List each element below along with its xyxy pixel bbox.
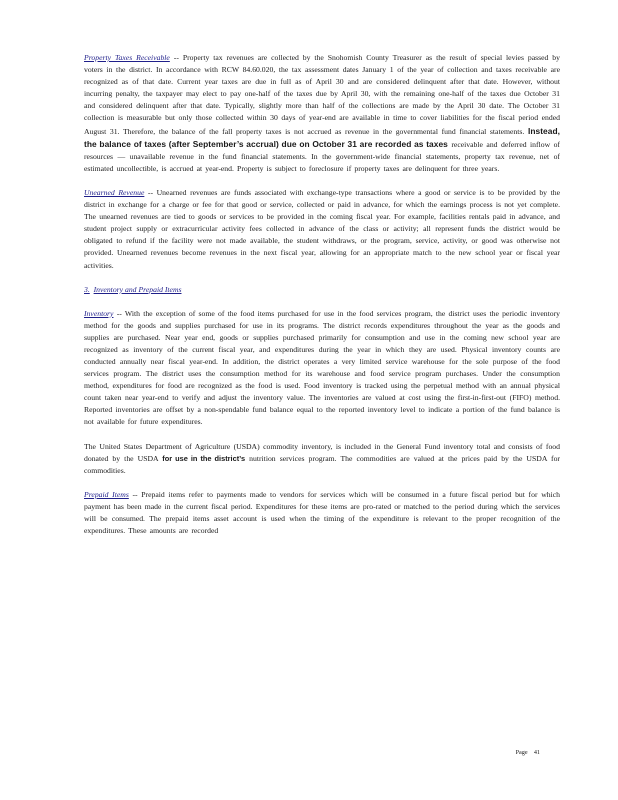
property-taxes-text-continued: receivable and deferred inflow of resources — unavailable revenue in the fund financial statements. In the government-wide financial statements, property tax revenue, net of estimated uncollectible, is accrued at year-end. Property is subject to foreclosure if property taxes are delinquent for three years.: [84, 139, 560, 173]
prepaid-items-heading: Prepaid Items: [84, 489, 129, 499]
usda-text: The United States Department of Agriculture (USDA) commodity inventory, is included in the General Fund inventory total and consists of food donated by the USDA: [84, 441, 560, 463]
usda-bold-text: for use in the district’s: [162, 453, 246, 463]
inventory-paragraph: [84, 308, 560, 429]
page-footer: [516, 749, 540, 756]
unearned-revenue-paragraph: [84, 187, 560, 272]
property-taxes-paragraph: [84, 52, 560, 175]
inventory-heading: Inventory: [84, 308, 114, 318]
property-taxes-heading: Property Taxes Receivable: [84, 53, 170, 62]
prepaid-items-paragraph: [84, 489, 560, 537]
usda-paragraph: [84, 441, 560, 477]
inventory-text: -- With the exception of some of the food items purchased for use in the food services program, the district uses the periodic inventory method for the goods and supplies purchased for use in its programs. The district records expenditures throughout the year as the goods and supplies are purchased. Near year end, goods or supplies purchased primarily for consumption and use in the coming new school year are recognized as inventory of the current fiscal year, and expenditures during the year in which they are used. Physical inventory counts are conducted annually near fiscal year-end. In addition, the district operates a very limited service warehouse for the sole purpose of the food services program. The district uses the consumption method for its warehouse and food service program purchases. Under the consumption method, expenditures for food are recognized as the food is used. Food inventory is tracked using the perpetual method with an annual physical count taken near year-end to verify and adjust the inventory value. The inventories are valued at cost using the first-in-first-out (FIFO) method. Reported inventories are offset by a non-spendable fund balance equal to the reported inventory level to indicate a portion of the fund balance is not available for future expenditures.: [84, 308, 560, 427]
section-3-heading: Inventory and Prepaid Items: [93, 284, 182, 294]
section-3-title: [84, 284, 560, 296]
unearned-revenue-heading: Unearned Revenue: [84, 187, 145, 197]
unearned-revenue-text: -- Unearned revenues are funds associated with exchange-type transactions where a good or service is to be provided by the district in exchange for a charge or fee for that good or service, collected or paid in advance, for which the earnings process is not yet complete. The unearned revenues are tied to goods or services to be provided in the coming fiscal year. For example, facilities rentals paid in advance, and student project supply or extracurricular activity fees collected in advance of the class or activity; all represent funds the district would be obligated to refund if the facility were not made available, the student withdraws, or the program, service, activity, or good was otherwise not provided. Unearned revenues become revenues in the next fiscal year, allowing for an appropriate match to the new school year or fiscal year activities.: [84, 187, 560, 270]
prepaid-items-text: -- Prepaid items refer to payments made to vendors for services which will be consumed in a future fiscal period but for which payment has been made in the current fiscal period. Expenditures for these items are pro-rated or matched to the period during which the services will be consumed. The prepaid items asset account is used when the timing of the expenditure is relevant to the proper recognition of the expenditures. These amounts are recorded: [84, 489, 560, 536]
section-3-number: 3.: [84, 284, 90, 294]
property-taxes-text: -- Property tax revenues are collected by the Snohomish County Treasurer as the result of special levies passed by voters in the district. In accordance with RCW 84.60.020, the tax assessment dates January 1 of the year of collection and taxes receivable are recognized as of that date. Current year taxes are due in full as of April 30 and are considered delinquent after that date. However, without incurring penalty, the taxpayer may elect to pay one-half of the taxes due by April 30, with the remaining one-half of the taxes due October 31 and considered delinquent after that date. Typically, slightly more than half of the collections are made by the April 30 date. The October 31 collection is measurable but only those collected within 30 days of year-end are available in time to cover liabilities for the fiscal period ended August 31. Therefore, the balance of the fall property taxes is not accrued as revenue in the governmental fund financial statements.: [84, 53, 560, 136]
page-number: 41: [533, 749, 540, 756]
usda-text-continued: nutrition services program. The commodities are valued at the prices paid by the USDA for commodities.: [84, 453, 560, 475]
page-label: Page: [515, 749, 528, 756]
property-taxes-bold-text: Instead, the balance of taxes (after September’s accrual) due on October 31 are recorded as taxes: [84, 125, 560, 149]
